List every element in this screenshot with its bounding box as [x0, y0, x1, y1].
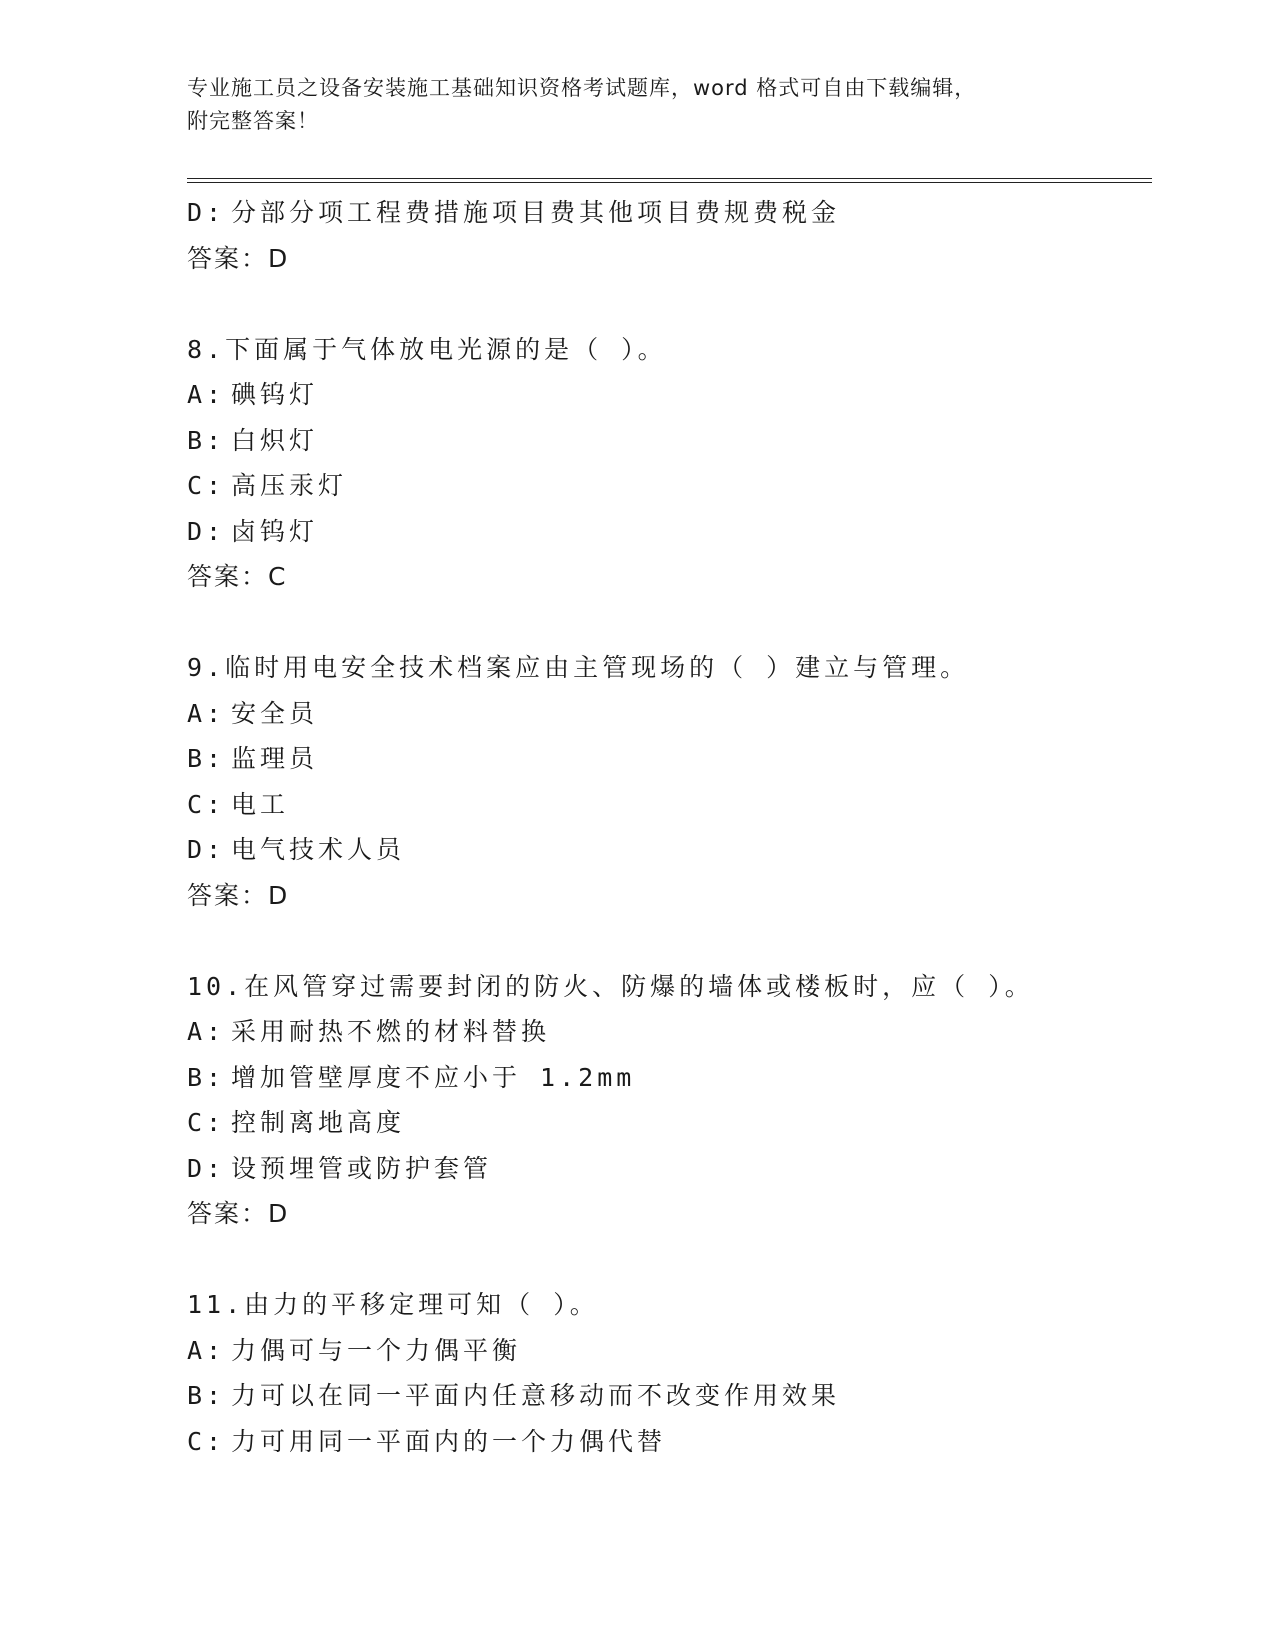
- question-list: [187, 190, 1152, 1464]
- option-a: A: 安全员: [187, 698, 319, 728]
- question-stem: 8.下面属于气体放电光源的是（ ）。: [187, 334, 667, 364]
- answer: 答案：D: [187, 1199, 290, 1228]
- answer: 答案：D: [187, 880, 290, 910]
- spacer: [187, 600, 1152, 646]
- option-b: B: 增加管壁厚度不应小于 1.2mm: [187, 1062, 636, 1092]
- option-c: C: 电工: [187, 789, 290, 819]
- option-d: D: 卤钨灯: [187, 516, 319, 546]
- option-d: D: 设预埋管或防护套管: [187, 1153, 493, 1183]
- option-a: A: 采用耐热不燃的材料替换: [187, 1017, 551, 1046]
- option-c: C: 控制离地高度: [187, 1108, 406, 1137]
- spacer: [187, 281, 1152, 327]
- question-stem: 10.在风管穿过需要封闭的防火、防爆的墙体或楼板时，应（ ）。: [187, 971, 1034, 1001]
- answer: 答案：D: [187, 243, 290, 273]
- question-8: [187, 327, 1152, 600]
- document-header: [187, 72, 1087, 138]
- spacer: [187, 1237, 1152, 1283]
- document-page: [187, 0, 1152, 1650]
- header-divider: [187, 178, 1152, 183]
- question-stem: 9.临时用电安全技术档案应由主管现场的（ ）建立与管理。: [187, 653, 970, 682]
- option-a: A: 碘钨灯: [187, 380, 319, 409]
- question-7-tail: [187, 190, 1152, 281]
- header-line-1: 专业施工员之设备安装施工基础知识资格考试题库，word 格式可自由下载编辑，: [187, 76, 977, 100]
- option-d: D: 电气技术人员: [187, 835, 406, 864]
- option-c: C: 高压汞灯: [187, 471, 348, 500]
- header-line-2: 附完整答案！: [187, 109, 319, 133]
- spacer: [187, 918, 1152, 964]
- question-10: [187, 964, 1152, 1237]
- option-c: C: 力可用同一平面内的一个力偶代替: [187, 1426, 667, 1456]
- option-d: D: 分部分项工程费措施项目费其他项目费规费税金: [187, 198, 841, 227]
- option-b: B: 白炽灯: [187, 425, 319, 455]
- option-a: A: 力偶可与一个力偶平衡: [187, 1335, 522, 1365]
- option-b: B: 力可以在同一平面内任意移动而不改变作用效果: [187, 1381, 841, 1410]
- question-11: [187, 1282, 1152, 1464]
- question-9: [187, 645, 1152, 918]
- question-stem: 11.由力的平移定理可知（ ）。: [187, 1290, 599, 1319]
- answer: 答案：C: [187, 562, 288, 591]
- option-b: B: 监理员: [187, 744, 319, 773]
